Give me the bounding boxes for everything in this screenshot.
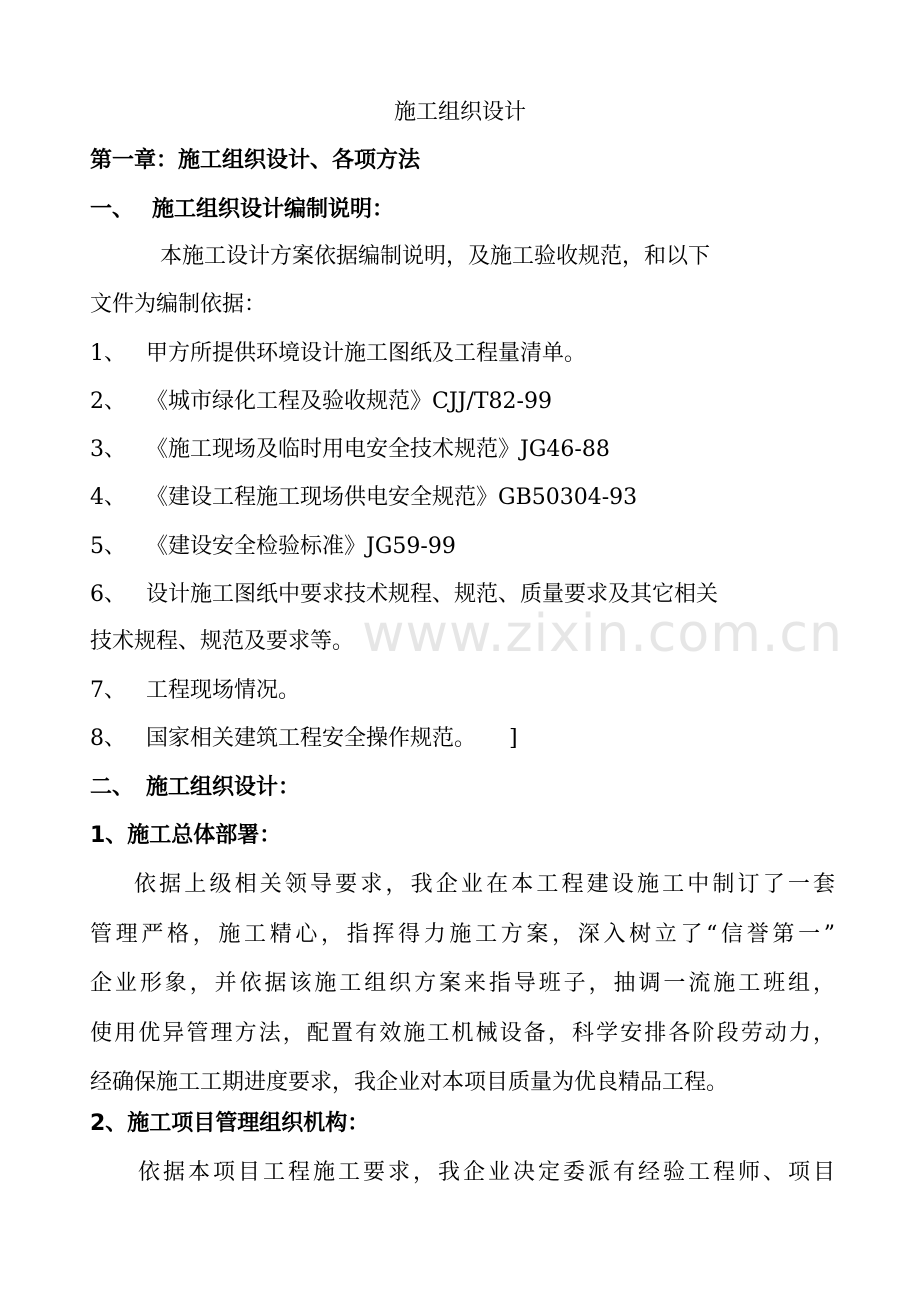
- intro-line-1: 本施工设计方案依据编制说明，及施工验收规范，和以下: [160, 244, 711, 269]
- list-item: [90, 435, 610, 465]
- section-heading-1: [90, 195, 394, 225]
- list-item-text: 甲方所提供环境设计施工图纸及工程量清单。: [146, 341, 587, 366]
- subsection-heading-2: 2、施工项目管理组织机构：: [90, 1111, 370, 1136]
- paragraph-organization: [90, 1148, 835, 1198]
- section-title: 施工组织设计：: [146, 775, 301, 800]
- list-item-text: 技术规程、规范及要求等。: [90, 629, 355, 654]
- list-item-number: 1、: [90, 341, 126, 366]
- list-item-text: 《建设安全检验标准》JG59-99: [146, 534, 456, 559]
- list-item: [90, 339, 586, 369]
- list-item-text: 设计施工图纸中要求技术规程、规范、质量要求及其它相关: [146, 582, 719, 607]
- list-item-text: 《城市绿化工程及验收规范》CJJ/T82-99: [146, 389, 552, 414]
- list-item-text: 国家相关建筑工程安全操作规范。 ]: [146, 726, 518, 751]
- list-item-number: 6、: [90, 582, 126, 607]
- list-item: [90, 580, 718, 610]
- intro-line-2: 文件为编制依据：: [90, 292, 267, 317]
- list-item: [90, 676, 300, 706]
- list-item: [90, 532, 456, 562]
- list-item-number: 7、: [90, 678, 126, 703]
- list-item: [90, 387, 552, 417]
- paragraph-line: 企业形象，并依据该施工组织方案来指导班子，抽调一流施工班组，: [90, 971, 835, 996]
- list-item-number: 8、: [90, 726, 126, 751]
- chapter-heading: 第一章：施工组织设计、各项方法: [90, 148, 421, 173]
- list-item-number: 2、: [90, 389, 126, 414]
- list-item-continuation: [90, 627, 354, 657]
- section-heading-2: [90, 773, 300, 803]
- paragraph-line: 依据上级相关领导要求，我企业在本工程建设施工中制订了一套: [134, 872, 835, 897]
- paragraph-line: 管理严格，施工精心，指挥得力施工方案，深入树立了“信誉第一”: [90, 921, 835, 947]
- document-title: 施工组织设计: [393, 100, 526, 125]
- list-item: [90, 724, 518, 754]
- list-item-number: 4、: [90, 485, 126, 510]
- list-item-text: 《建设工程施工现场供电安全规范》GB50304-93: [146, 485, 638, 510]
- paragraph-line: 使用优异管理方法，配置有效施工机械设备，科学安排各阶段劳动力，: [90, 1020, 835, 1046]
- list-item-text: 工程现场情况。: [146, 678, 301, 703]
- paragraph-deployment: [90, 860, 835, 1108]
- list-item-text: 《施工现场及临时用电安全技术规范》JG46-88: [146, 437, 610, 462]
- paragraph-line: 依据本项目工程施工要求，我企业决定委派有经验工程师、项目: [138, 1160, 835, 1185]
- paragraph-line: 经确保施工工期进度要求，我企业对本项目质量为优良精品工程。: [90, 1070, 729, 1095]
- list-item-number: 3、: [90, 437, 126, 462]
- section-number: 二、: [90, 775, 135, 800]
- list-item-number: 5、: [90, 534, 126, 559]
- watermark: www.zixin.com.cn: [362, 604, 843, 664]
- section-title: 施工组织设计编制说明：: [152, 197, 395, 222]
- section-number: 一、: [90, 197, 135, 222]
- subsection-heading-1: 1、施工总体部署：: [90, 823, 282, 848]
- list-item: [90, 483, 637, 513]
